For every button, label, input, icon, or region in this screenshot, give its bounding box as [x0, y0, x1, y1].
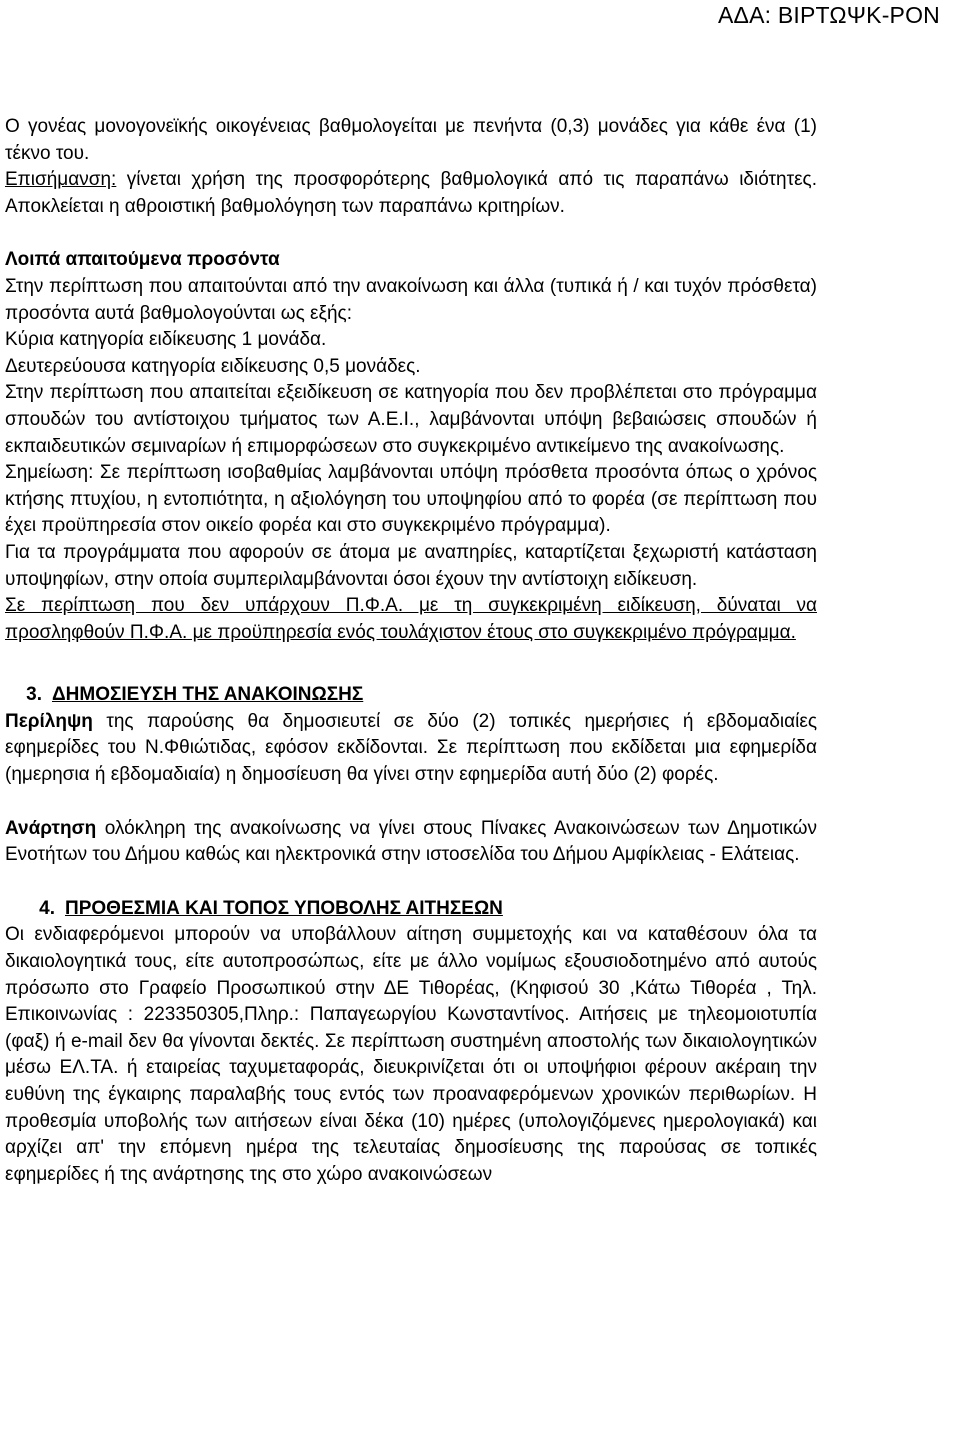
section-4-title: ΠΡΟΘΕΣΜΙΑ ΚΑΙ ΤΟΠΟΣ ΥΠΟΒΟΛΗΣ ΑΙΤΗΣΕΩΝ — [65, 897, 503, 919]
section-4-paragraph-1: Οι ενδιαφερόμενοι μπορούν να υποβάλλουν αίτηση συμμετοχής και να καταθέσουν όλα τα δικαιολογητικά τους, είτε αυτοπροσώπως, είτε με άλλο νομίμως εξουσιοδοτημένο από αυτούς πρόσωπο στο Γραφείο Προσωπικού στην ΔΕ Τιθορέας, (Κηφισού 30 ,Κάτω Τιθορέα , Τηλ. Επικοινωνίας : 223350305,Πληρ.: Παπαγεωργίου Κωνσταντίνος. Αιτήσεις με τηλεομοιοτυπία (φαξ) ή e-mail δεν θα γίνονται δεκτές. Σε περίπτωση συστημένη αποστολής των δικαιολογητικών μέσω ΕΛ.ΤΑ. ή εταιρείας ταχυμεταφοράς, διευκρινίζεται ότι οι υποψήφιοι φέρουν ακέραιη την ευθύνη της έγκαιρης παραλαβής τους εντός των προαναφερόμενων χρονικών περιθωρίων. Η προθεσμία υποβολής των αιτήσεων είναι δέκα (10) ημέρες (υπολογιζόμενες ημερολογιακά) και αρχίζει απ' την επόμενη ημέρα της τελευταίας δημοσίευσης της παρούσας σε τοπικές εφημερίδες ή της ανάρτησης της στο χώρο ανακοινώσεων — [5, 924, 817, 1185]
document-body — [5, 114, 817, 1188]
section-4-number: 4. — [39, 897, 55, 919]
section-4-heading — [5, 896, 817, 923]
summary-label: Περίληψη — [5, 710, 93, 732]
extra-paragraph-2: Κύρια κατηγορία ειδίκευσης 1 μονάδα. — [5, 329, 327, 351]
extra-paragraph-6: Για τα προγράμματα που αφορούν σε άτομα με αναπηρίες, καταρτίζεται ξεχωριστή κατάσταση υποψηφίων, στην οποία συμπεριλαμβάνονται όσοι έχουν την αντίστοιχη ειδίκευση. — [5, 541, 817, 590]
extra-paragraph-4: Στην περίπτωση που απαιτείται εξειδίκευση σε κατηγορία που δεν προβλέπεται στο πρόγραμμα σπουδών του αντίστοιχου τμήματος των Α.Ε.Ι., λαμβάνονται υπόψη βεβαιώσεις σπουδών ή εκπαιδευτικών σεμιναρίων ή επιμορφώσεων στο συγκεκριμένο αντικείμενο της ανακοίνωσης. — [5, 382, 817, 457]
note-label: Επισήμανση: — [5, 169, 117, 191]
extra-paragraph-7: Σε περίπτωση που δεν υπάρχουν Π.Φ.Α. με τη συγκεκριμένη ειδίκευση, δύναται να προσληφθούν Π.Φ.Α. με προϋπηρεσία ενός τουλάχιστον έτους στο συγκεκριμένο πρόγραμμα. — [5, 595, 817, 643]
posting-label: Ανάρτηση — [5, 817, 97, 839]
section-3-paragraph-2 — [5, 816, 817, 869]
section-3-heading — [5, 682, 817, 709]
paragraph-note — [5, 167, 817, 220]
summary-text: της παρούσης θα δημοσιευτεί σε δύο (2) τοπικές ημερήσιες ή εβδομαδιαίες εφημερίδες του Ν.Φθιώτιδας, εφόσον εκδίδονται. Σε περίπτωση που εκδίδεται μια εφημερίδα (ημερησια ή εβδομαδιαία) η δημοσίευση θα γίνει στην εφημερίδα αυτή δύο (2) φορές. — [5, 710, 817, 786]
note-text: γίνεται χρήση της προσφορότερης βαθμολογικά από τις παραπάνω ιδιότητες. Αποκλείεται η αθροιστική βαθμολόγηση των παραπάνω κριτηρίων. — [5, 169, 817, 217]
section-3-number: 3. — [26, 684, 42, 706]
ada-code: ΑΔΑ: ΒΙΡΤΩΨΚ-ΡΟΝ — [718, 2, 940, 28]
section-3-title: ΔΗΜΟΣΙΕΥΣΗ ΤΗΣ ΑΝΑΚΟΙΝΩΣΗΣ — [52, 684, 364, 706]
posting-text: ολόκληρη της ανακοίνωσης να γίνει στους Πίνακες Ανακοινώσεων των Δημοτικών Ενοτήτων του Δήμου καθώς και ηλεκτρονικά στην ιστοσελίδα του Δήμου Αμφίκλειας - Ελάτειας. — [5, 817, 817, 866]
extra-paragraph-5: Σημείωση: Σε περίπτωση ισοβαθμίας λαμβάνονται υπόψη πρόσθετα προσόντα όπως ο χρόνος κτήσης πτυχίου, η εντοπιότητα, η αξιολόγηση του υποψηφίου από το φορέα (σε περίπτωση που έχει προϋπηρεσία στον οικείο φορέα και στο συγκεκριμένο πρόγραμμα). — [5, 462, 817, 537]
extra-paragraph-1: Στην περίπτωση που απαιτούνται από την ανακοίνωση και άλλα (τυπικά ή / και τυχόν πρόσθετα) προσόντα αυτά βαθμολογούνται ως εξής: — [5, 275, 817, 324]
extra-paragraph-3: Δευτερεύουσα κατηγορία ειδίκευσης 0,5 μονάδες. — [5, 355, 421, 377]
extra-qualifications-title: Λοιπά απαιτούμενα προσόντα — [5, 249, 280, 271]
paragraph-single-parent: Ο γονέας μονογονεϊκής οικογένειας βαθμολογείται με πενήντα (0,3) μονάδες για κάθε ένα (1) τέκνο του. — [5, 116, 817, 164]
section-3-paragraph-1 — [5, 709, 817, 789]
